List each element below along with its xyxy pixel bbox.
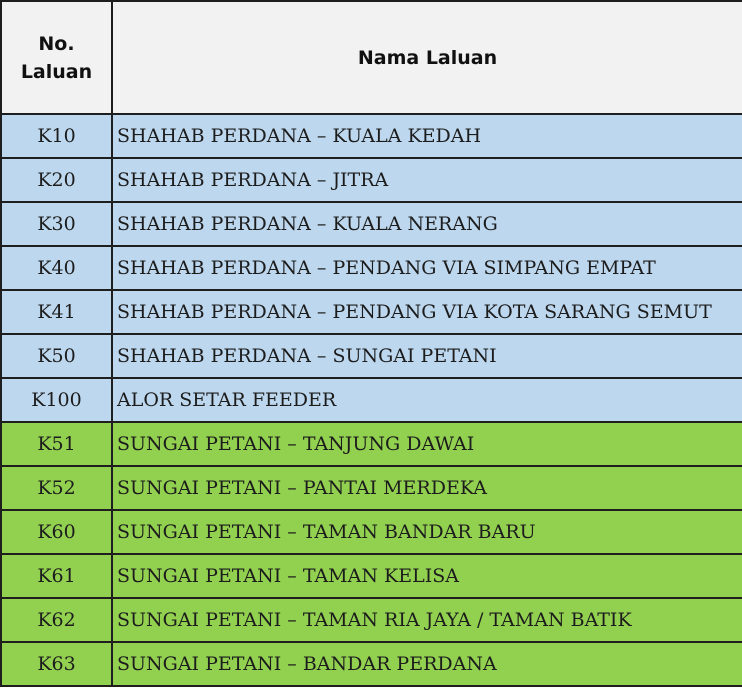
route-name: SUNGAI PETANI – BANDAR PERDANA [112, 642, 742, 686]
table-row [1, 290, 742, 334]
route-code: K52 [1, 466, 112, 510]
table-row [1, 642, 742, 686]
route-code: K10 [1, 114, 112, 158]
route-code: K60 [1, 510, 112, 554]
route-name: ALOR SETAR FEEDER [112, 378, 742, 422]
table-body [1, 114, 742, 686]
table-row [1, 202, 742, 246]
table-row [1, 598, 742, 642]
table-row [1, 510, 742, 554]
route-name: SHAHAB PERDANA – KUALA KEDAH [112, 114, 742, 158]
route-code: K40 [1, 246, 112, 290]
route-name: SUNGAI PETANI – TAMAN KELISA [112, 554, 742, 598]
route-code: K61 [1, 554, 112, 598]
route-code: K100 [1, 378, 112, 422]
header-route-number-line1: No. [38, 32, 75, 55]
table-row [1, 422, 742, 466]
table-row [1, 246, 742, 290]
header-route-number [1, 1, 112, 114]
route-name: SUNGAI PETANI – TAMAN BANDAR BARU [112, 510, 742, 554]
route-code: K51 [1, 422, 112, 466]
table-row [1, 554, 742, 598]
table-header [1, 1, 742, 114]
route-name: SUNGAI PETANI – TANJUNG DAWAI [112, 422, 742, 466]
route-name: SUNGAI PETANI – TAMAN RIA JAYA / TAMAN BATIK [112, 598, 742, 642]
route-code: K30 [1, 202, 112, 246]
header-row [1, 1, 742, 114]
table-row [1, 158, 742, 202]
route-code: K50 [1, 334, 112, 378]
route-code: K41 [1, 290, 112, 334]
header-route-number-line2: Laluan [20, 60, 93, 83]
header-route-name: Nama Laluan [112, 1, 742, 114]
route-code: K20 [1, 158, 112, 202]
route-name: SUNGAI PETANI – PANTAI MERDEKA [112, 466, 742, 510]
route-name: SHAHAB PERDANA – KUALA NERANG [112, 202, 742, 246]
route-name: SHAHAB PERDANA – PENDANG VIA KOTA SARANG SEMUT [112, 290, 742, 334]
table-row [1, 378, 742, 422]
route-name: SHAHAB PERDANA – SUNGAI PETANI [112, 334, 742, 378]
route-code: K62 [1, 598, 112, 642]
table-row [1, 114, 742, 158]
route-name: SHAHAB PERDANA – PENDANG VIA SIMPANG EMPAT [112, 246, 742, 290]
route-name: SHAHAB PERDANA – JITRA [112, 158, 742, 202]
route-code: K63 [1, 642, 112, 686]
table-row [1, 334, 742, 378]
table-row [1, 466, 742, 510]
